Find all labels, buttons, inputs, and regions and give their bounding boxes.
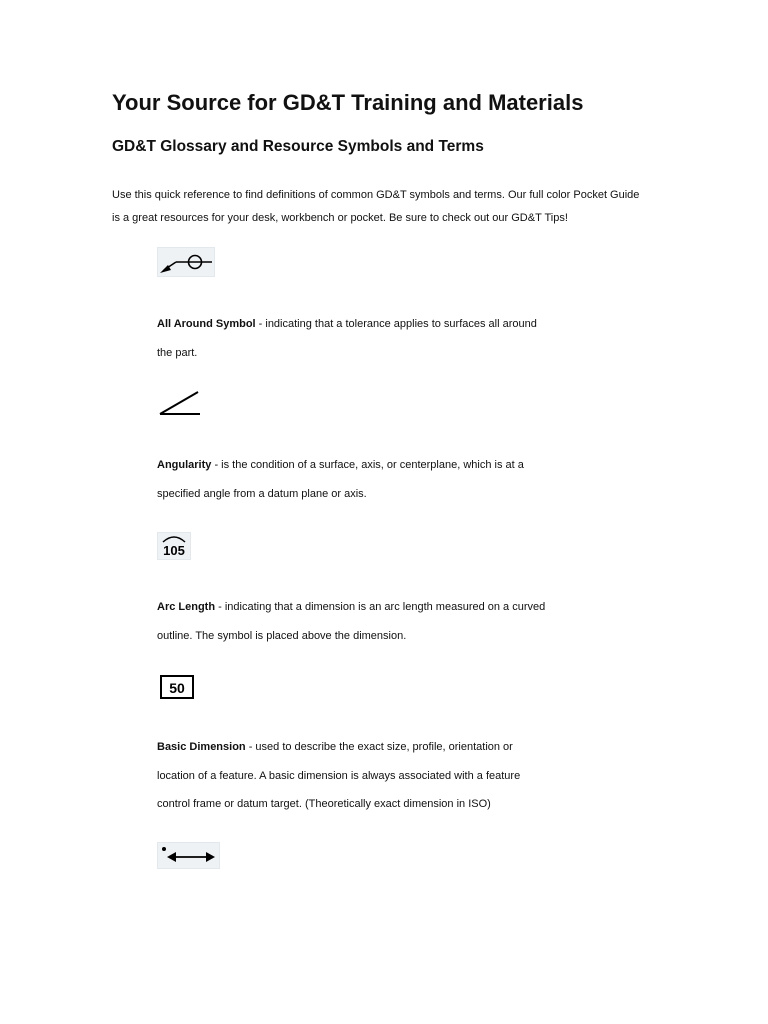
term-label: Arc Length <box>157 601 216 613</box>
glossary-entry-angularity <box>157 451 577 508</box>
term-label: All Around Symbol <box>157 318 256 330</box>
glossary-entry-all-around <box>157 310 577 367</box>
definition-text: - indicating that a dimension is an arc length measured on a curved <box>215 601 546 613</box>
intro-line-2: is a great resources for your desk, workbench or pocket. Be sure to check out our GD&T Tips! <box>112 212 568 224</box>
basic-dimension-value: 50 <box>169 680 185 696</box>
definition-text: location of a feature. A basic dimension is always associated with a feature <box>157 769 521 782</box>
definition-text: the part. <box>157 346 198 359</box>
definition-text: - is the condition of a surface, axis, or centerplane, which is at a <box>211 459 524 471</box>
angularity-icon <box>157 386 201 418</box>
page-title: Your Source for GD&T Training and Materials <box>112 90 584 115</box>
definition-text: - indicating that a tolerance applies to surfaces all around <box>255 318 537 330</box>
intro-line-1: Use this quick reference to find definitions of common GD&T symbols and terms. Our full color Pocket Guide <box>112 189 640 201</box>
glossary-entry-arc-length <box>157 593 577 650</box>
definition-text: specified angle from a datum plane or axis. <box>157 487 367 500</box>
term-label: Angularity <box>157 459 212 471</box>
definition-text: outline. The symbol is placed above the dimension. <box>157 629 407 642</box>
page-subtitle: GD&T Glossary and Resource Symbols and Terms <box>112 138 484 155</box>
arc-length-value: 105 <box>163 543 185 558</box>
all-around-icon <box>157 247 215 277</box>
definition-text: control frame or datum target. (Theoretically exact dimension in ISO) <box>157 798 491 810</box>
glossary-entry-basic-dimension <box>157 733 577 819</box>
intro-paragraph <box>112 184 672 230</box>
definition-text: - used to describe the exact size, profile, orientation or <box>245 741 513 753</box>
arc-length-icon <box>157 532 191 560</box>
basic-dimension-icon <box>157 673 195 699</box>
between-arrow-icon <box>157 842 220 869</box>
term-label: Basic Dimension <box>157 741 246 753</box>
